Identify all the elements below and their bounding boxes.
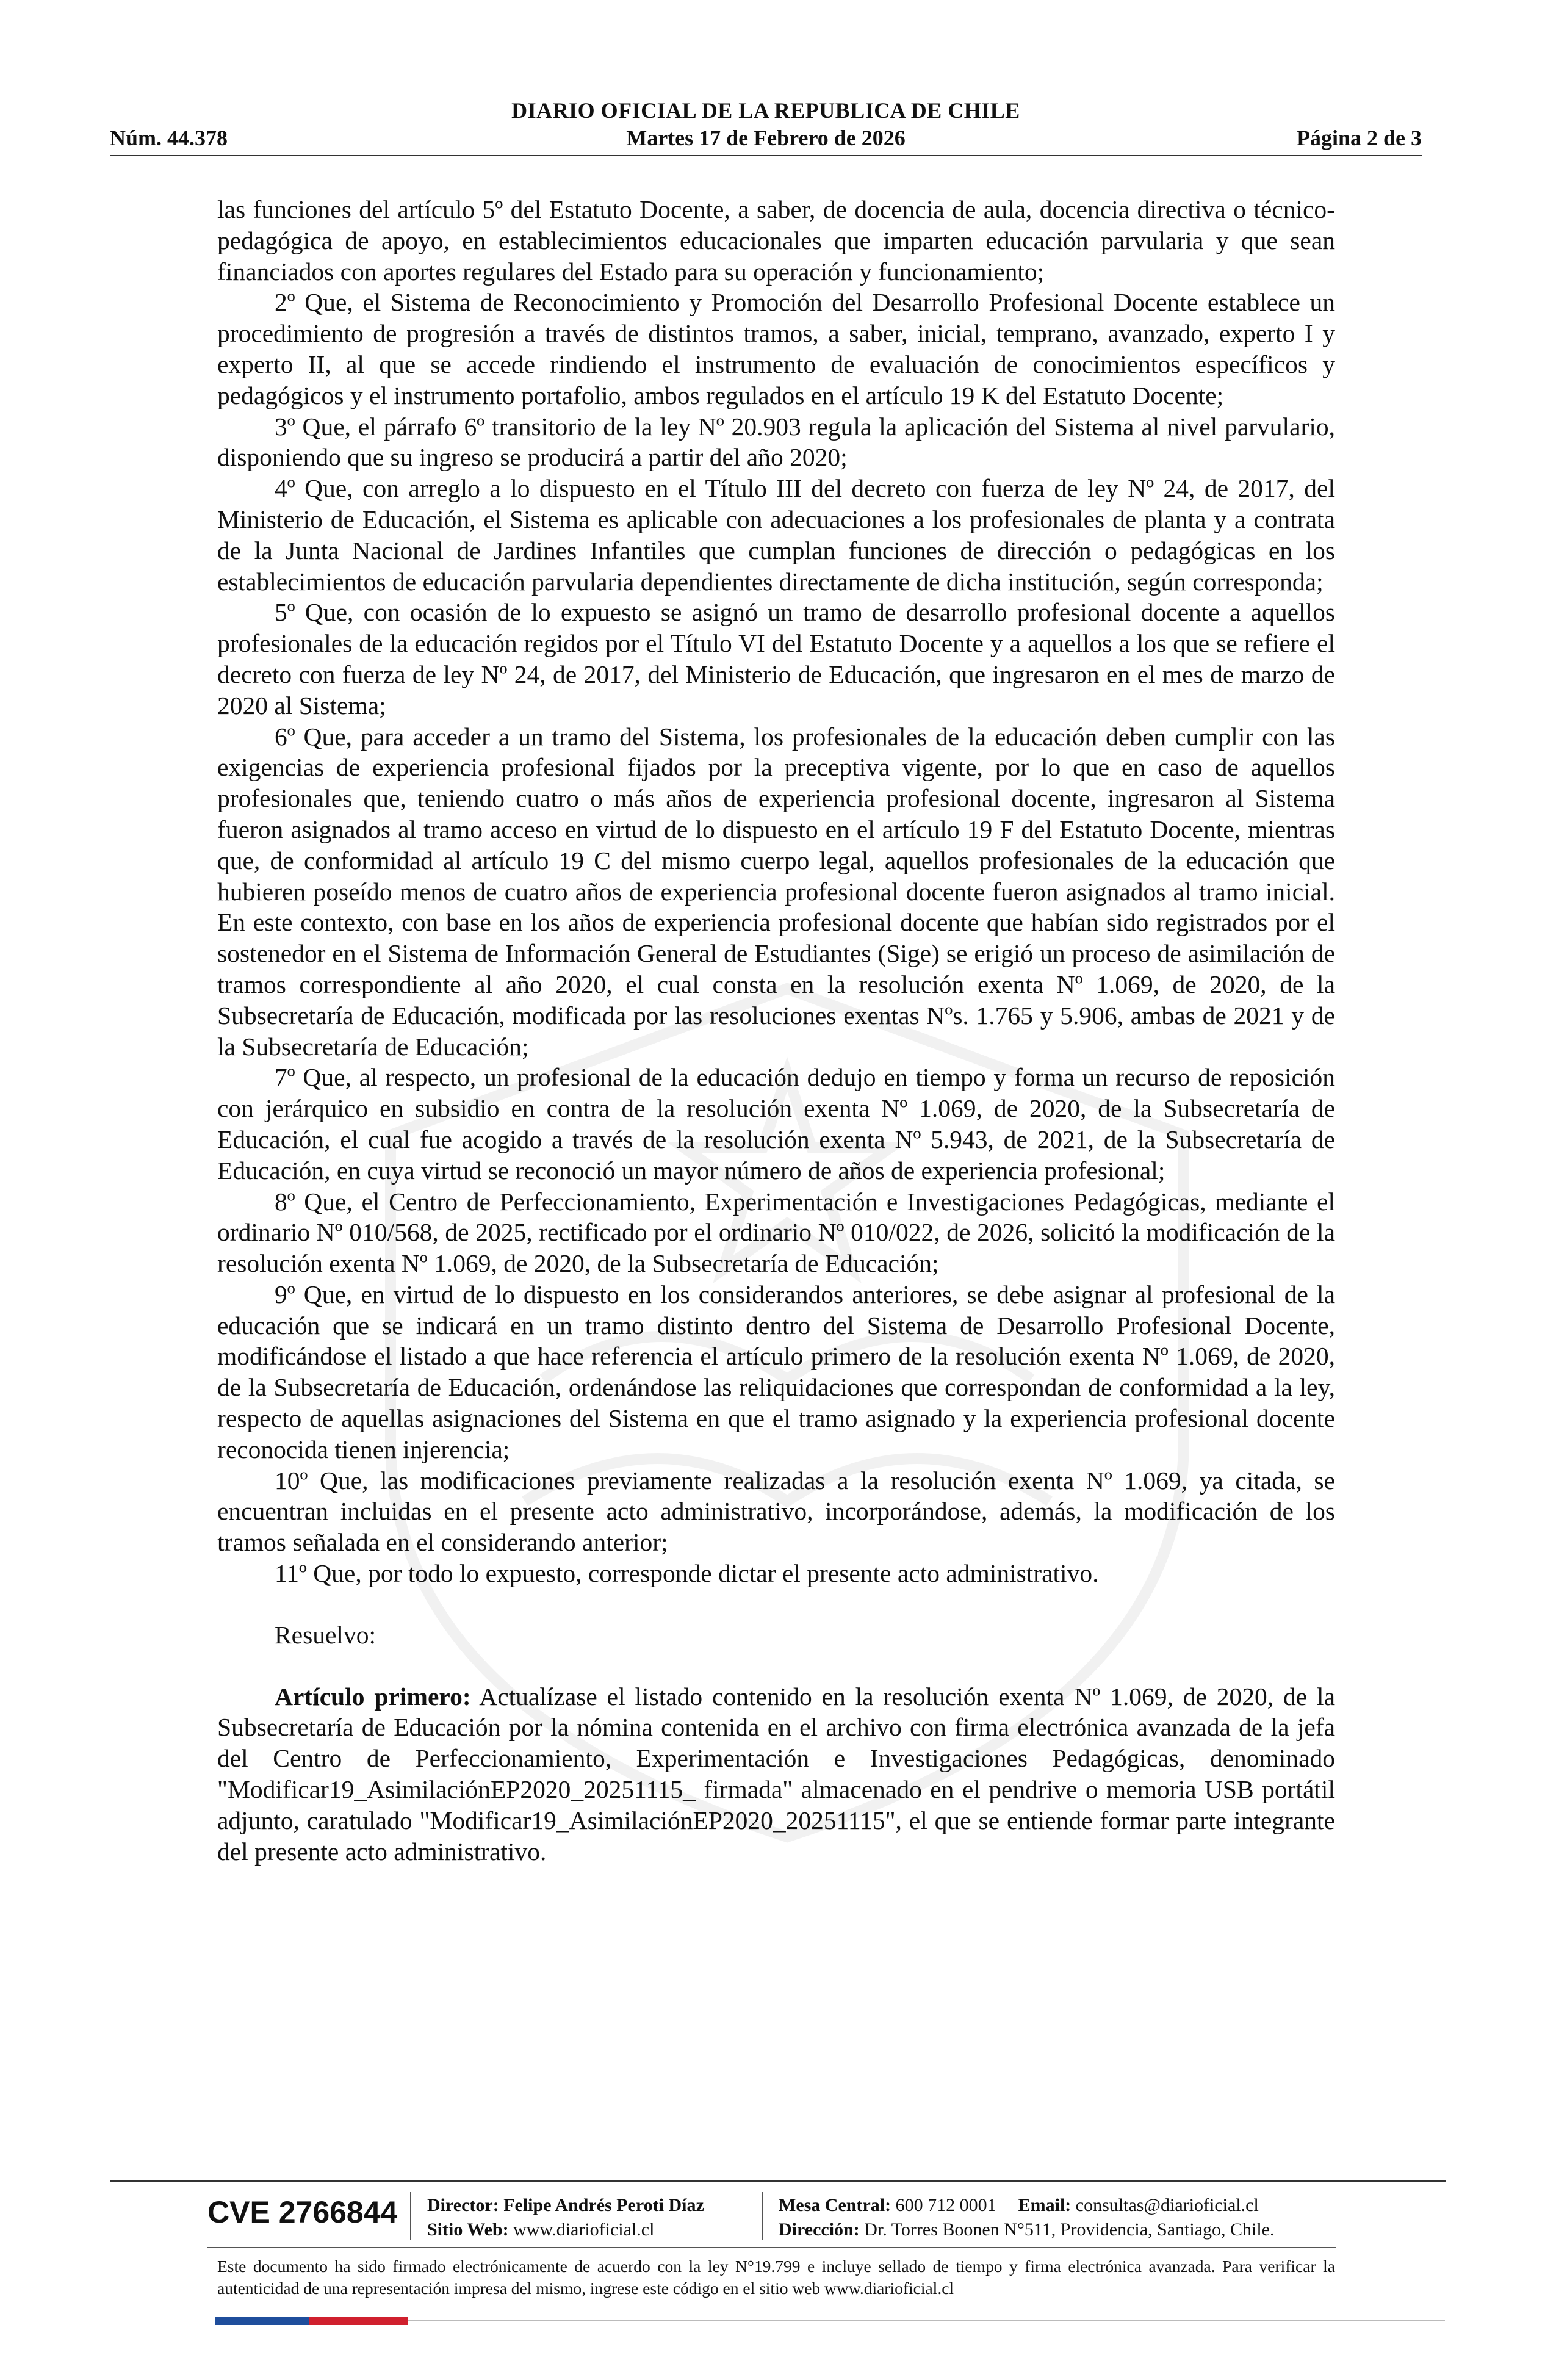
- footer-rule: [110, 2180, 1446, 2182]
- issue-date: Martes 17 de Febrero de 2026: [626, 126, 906, 150]
- flag-blue-segment: [215, 2317, 309, 2325]
- header-rule: [110, 155, 1422, 156]
- site-url[interactable]: www.diarioficial.cl: [513, 2220, 655, 2240]
- issue-number: Núm. 44.378: [110, 126, 228, 150]
- considerando-4: 4º Que, con arreglo a lo dispuesto en el Título III del decreto con fuerza de ley Nº 24, de 2017, del Ministerio de Educación, el Sistema es aplicable con adecuaciones a los profesionales de planta y a contrata de la Junta Nacional de Jardines Infantiles que cumplan funciones de dirección o pedagógicas en los establecimientos de educación parvularia dependientes directamente de dicha institución, según corresponda;: [217, 474, 1335, 596]
- footer-divider: [762, 2192, 763, 2240]
- page-number: Página 2 de 3: [1296, 126, 1422, 150]
- phone-number: 600 712 0001: [895, 2195, 996, 2215]
- article-first: [217, 1681, 1335, 1867]
- phone-label: Mesa Central:: [779, 2195, 891, 2215]
- email-address[interactable]: consultas@diarioficial.cl: [1075, 2195, 1259, 2215]
- page-header: [110, 92, 1422, 159]
- footer-contact-block: [779, 2193, 1275, 2242]
- footer-rule-secondary: [207, 2247, 1336, 2248]
- considerando-8: 8º Que, el Centro de Perfeccionamiento, Experimentación e Investigaciones Pedagógicas, mediante el ordinario Nº 010/568, de 2025, rectificado por el ordinario Nº 010/022, de 2026, solicitó la modificación de la resolución exenta Nº 1.069, de 2020, de la Subsecretaría de Educación;: [217, 1187, 1335, 1278]
- address-label: Dirección:: [779, 2220, 860, 2240]
- considerando-9: 9º Que, en virtud de lo dispuesto en los considerandos anteriores, se debe asignar al profesional de la educación que se indicará en un tramo distinto dentro del Sistema de Desarrollo Profesional Docente, modificándose el listado a que hace referencia el artículo primero de la resolución exenta Nº 1.069, de 2020, de la Subsecretaría de Educación, ordenándose las reliquidaciones que correspondan de conformidad a la ley, respecto de aquellas asignaciones del Sistema en que el tramo asignado y la experiencia profesional docente reconocida tienen injerencia;: [217, 1280, 1335, 1463]
- footer-divider: [410, 2192, 411, 2240]
- flag-red-segment: [309, 2317, 408, 2325]
- legal-notice: Este documento ha sido firmado electrónicamente de acuerdo con la ley N°19.799 e incluye sellado de tiempo y firma electrónica avanzada. Para verificar la autenticidad de una representación impresa del mismo, ingrese este código en el sitio web www.diarioficial.cl: [217, 2257, 1335, 2298]
- resuelvo-heading: Resuelvo:: [275, 1620, 376, 1649]
- email-label: Email:: [1018, 2195, 1072, 2215]
- considerando-6: 6º Que, para acceder a un tramo del Sistema, los profesionales de la educación deben cumplir con las exigencias de experiencia profesional fijados por la preceptiva vigente, por lo que en caso de aquellos profesionales que, teniendo cuatro o más años de experiencia profesional docente, ingresaron al Sistema fueron asignados al tramo acceso en virtud de lo dispuesto en el artículo 19 F del Estatuto Docente, mientras que, de conformidad al artículo 19 C del mismo cuerpo legal, aquellos profesionales de la educación que hubieren poseído menos de cuatro años de experiencia profesional docente fueron asignados al tramo inicial. En este contexto, con base en los años de experiencia profesional docente que habían sido registrados por el sostenedor en el Sistema de Información General de Estudiantes (Sige) se erigió un proceso de asimilación de tramos correspondiente al año 2020, el cual consta en la resolución exenta Nº 1.069, de 2020, de la Subsecretaría de Educación, modificada por las resoluciones exentas Nºs. 1.765 y 5.906, ambas de 2021 y de la Subsecretaría de Educación;: [217, 722, 1335, 1061]
- considerando-2: 2º Que, el Sistema de Reconocimiento y Promoción del Desarrollo Profesional Docente establece un procedimiento de progresión a través de distintos tramos, a saber, inicial, temprano, avanzado, experto I y experto II, al que se accede rindiendo el instrumento de evaluación de conocimientos específicos y pedagógicos y el instrumento portafolio, ambos regulados en el artículo 19 K del Estatuto Docente;: [217, 288, 1335, 409]
- flag-stripe: [215, 2317, 408, 2325]
- document-body: [217, 194, 1335, 1867]
- article-first-label: Artículo primero:: [275, 1682, 471, 1711]
- considerando-5: 5º Que, con ocasión de lo expuesto se asignó un tramo de desarrollo profesional docente a aquellos profesionales de la educación regidos por el Título VI del Estatuto Docente y a aquellos a los que se refiere el decreto con fuerza de ley Nº 24, de 2017, del Ministerio de Educación, que ingresaron en el mes de marzo de 2020 al Sistema;: [217, 598, 1335, 719]
- address-text: Dr. Torres Boonen N°511, Providencia, Santiago, Chile.: [864, 2220, 1275, 2240]
- paragraph: las funciones del artículo 5º del Estatuto Docente, a saber, de docencia de aula, docencia directiva o técnico-pedagógica de apoyo, en establecimientos educacionales que imparten educación parvularia y que sean financiados con aportes regulares del Estado para su operación y funcionamiento;: [217, 195, 1335, 286]
- newspaper-title: DIARIO OFICIAL DE LA REPUBLICA DE CHILE: [511, 98, 1020, 123]
- considerando-10: 10º Que, las modificaciones previamente realizadas a la resolución exenta Nº 1.069, ya citada, se encuentran incluidas en el presente acto administrativo, incorporándose, además, la modificación de los tramos señalada en el considerando anterior;: [217, 1466, 1335, 1557]
- footer-bottom-line: [408, 2320, 1445, 2321]
- article-first-text: Actualízase el listado contenido en la resolución exenta Nº 1.069, de 2020, de la Subsecretaría de Educación por la nómina contenida en el archivo con firma electrónica avanzada de la jefa del Centro de Perfeccionamiento, Experimentación e Investigaciones Pedagógicas, denominado "Modificar19_AsimilaciónEP2020_20251115_ firmada" almacenado en el pendrive o memoria USB portátil adjunto, caratulado "Modificar19_AsimilaciónEP2020_20251115", el que se entiende formar parte integrante del presente acto administrativo.: [217, 1682, 1335, 1866]
- considerando-7: 7º Que, al respecto, un profesional de la educación dedujo en tiempo y forma un recurso de reposición con jerárquico en subsidio en contra de la resolución exenta Nº 1.069, de 2020, de la Subsecretaría de Educación, el cual fue acogido a través de la resolución exenta Nº 5.943, de 2021, de la Subsecretaría de Educación, en cuya virtud se reconoció un mayor número de años de experiencia profesional;: [217, 1063, 1335, 1185]
- director-name: Felipe Andrés Peroti Díaz: [503, 2195, 704, 2215]
- considerando-3: 3º Que, el párrafo 6º transitorio de la ley Nº 20.903 regula la aplicación del Sistema al nivel parvulario, disponiendo que su ingreso se producirá a partir del año 2020;: [217, 412, 1335, 472]
- footer-director-block: [427, 2193, 704, 2242]
- cve-code: CVE 2766844: [207, 2195, 398, 2229]
- considerando-11: 11º Que, por todo lo expuesto, corresponde dictar el presente acto administrativo.: [275, 1559, 1099, 1588]
- site-label: Sitio Web:: [427, 2220, 509, 2240]
- director-label: Director:: [427, 2195, 499, 2215]
